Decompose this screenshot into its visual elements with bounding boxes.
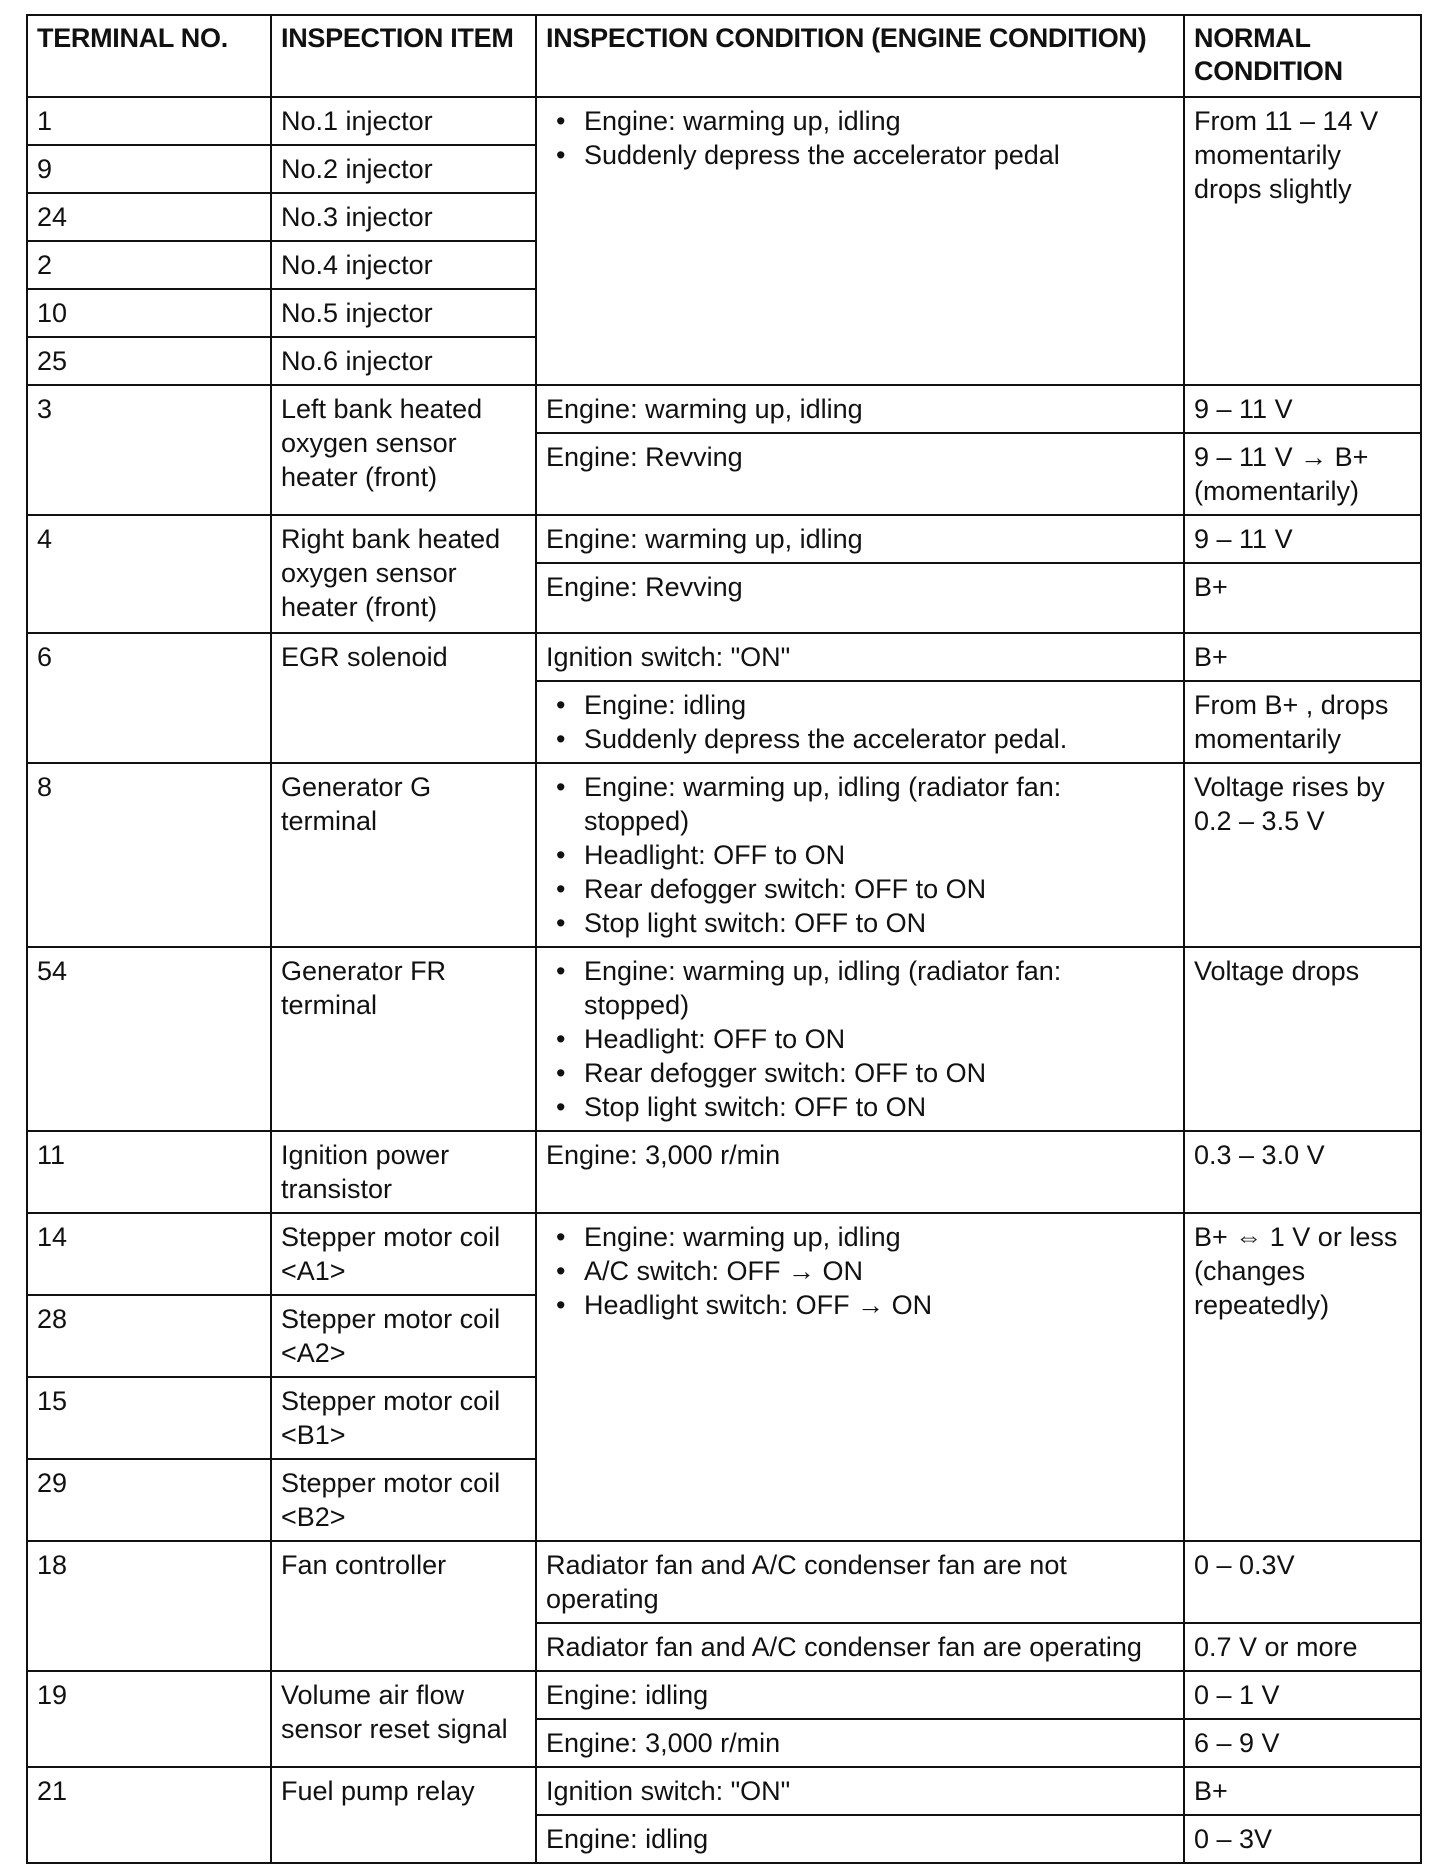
item-cell: No.3 injector (271, 193, 536, 241)
list-item: • Rear defogger switch: OFF to ON (546, 872, 1173, 906)
inspection-table-wrapper (26, 14, 1420, 1864)
normal-cell: 9 – 11 V (1184, 515, 1421, 563)
header-inspection-condition: INSPECTION CONDITION (ENGINE CONDITION) (536, 15, 1184, 97)
condition-cell: Engine: 3,000 r/min (536, 1131, 1184, 1213)
header-terminal-no: TERMINAL NO. (27, 15, 271, 97)
terminal-cell: 11 (27, 1131, 271, 1213)
header-normal-condition: NORMAL CONDITION (1184, 15, 1421, 97)
condition-cell (536, 947, 1184, 1131)
list-item: • Suddenly depress the accelerator pedal (546, 138, 1173, 172)
item-cell: Right bank heated oxygen sensor heater (front) (271, 515, 536, 633)
list-item: • Engine: idling (546, 688, 1173, 722)
table-row (27, 1671, 1421, 1719)
normal-cell: Voltage drops (1184, 947, 1421, 1131)
terminal-cell: 18 (27, 1541, 271, 1671)
condition-cell: Radiator fan and A/C condenser fan are not operating (536, 1541, 1184, 1623)
table-row (27, 633, 1421, 681)
table-row (27, 1541, 1421, 1623)
normal-cell: Voltage rises by 0.2 – 3.5 V (1184, 763, 1421, 947)
terminal-cell: 54 (27, 947, 271, 1131)
item-cell: No.2 injector (271, 145, 536, 193)
condition-list (546, 1220, 1173, 1322)
condition-cell: Engine: warming up, idling (536, 385, 1184, 433)
table-row (27, 97, 1421, 145)
table-row (27, 1213, 1421, 1295)
terminal-cell: 25 (27, 337, 271, 385)
normal-cell: From 11 – 14 V momentarily drops slightly (1184, 97, 1421, 385)
item-cell: EGR solenoid (271, 633, 536, 763)
item-cell: Stepper motor coil <A2> (271, 1295, 536, 1377)
terminal-inspection-table (26, 14, 1422, 1864)
table-row (27, 947, 1421, 1131)
list-item: • Headlight: OFF to ON (546, 838, 1173, 872)
condition-list (546, 104, 1173, 172)
table-row (27, 763, 1421, 947)
normal-cell: B+ (1184, 633, 1421, 681)
normal-cell: 0 – 1 V (1184, 1671, 1421, 1719)
condition-cell: Radiator fan and A/C condenser fan are operating (536, 1623, 1184, 1671)
condition-cell: Engine: Revving (536, 433, 1184, 515)
normal-cell: B+ ⇔ 1 V or less (changes repeatedly) (1184, 1213, 1421, 1541)
list-item: • Engine: warming up, idling (546, 1220, 1173, 1254)
condition-cell: Engine: idling (536, 1671, 1184, 1719)
item-cell: Left bank heated oxygen sensor heater (front) (271, 385, 536, 515)
terminal-cell: 1 (27, 97, 271, 145)
terminal-cell: 15 (27, 1377, 271, 1459)
header-inspection-item: INSPECTION ITEM (271, 15, 536, 97)
condition-list (546, 954, 1173, 1124)
normal-cell: From B+ , drops momentarily (1184, 681, 1421, 763)
condition-cell: Ignition switch: "ON" (536, 633, 1184, 681)
list-item: • Rear defogger switch: OFF to ON (546, 1056, 1173, 1090)
item-cell: Generator FR terminal (271, 947, 536, 1131)
item-cell: Stepper motor coil <B2> (271, 1459, 536, 1541)
terminal-cell: 8 (27, 763, 271, 947)
condition-cell: Engine: Revving (536, 563, 1184, 633)
table-row (27, 1131, 1421, 1213)
list-item: • Stop light switch: OFF to ON (546, 1090, 1173, 1124)
item-cell: No.5 injector (271, 289, 536, 337)
terminal-cell: 10 (27, 289, 271, 337)
condition-cell: Engine: idling (536, 1815, 1184, 1863)
item-cell: Fan controller (271, 1541, 536, 1671)
table-row (27, 515, 1421, 563)
table-row (27, 1767, 1421, 1815)
normal-cell: 0.7 V or more (1184, 1623, 1421, 1671)
item-cell: Ignition power transistor (271, 1131, 536, 1213)
item-cell: Generator G terminal (271, 763, 536, 947)
condition-cell (536, 97, 1184, 385)
normal-cell: 0 – 0.3V (1184, 1541, 1421, 1623)
normal-cell: 9 – 11 V → B+ (momentarily) (1184, 433, 1421, 515)
terminal-cell: 9 (27, 145, 271, 193)
list-item: • Engine: warming up, idling (radiator fan: stopped) (546, 954, 1173, 1022)
list-item: • Headlight: OFF to ON (546, 1022, 1173, 1056)
item-cell: Stepper motor coil <B1> (271, 1377, 536, 1459)
list-item: • A/C switch: OFF → ON (546, 1254, 1173, 1288)
condition-list (546, 688, 1173, 756)
item-cell: No.6 injector (271, 337, 536, 385)
header-row (27, 15, 1421, 97)
condition-cell: Engine: warming up, idling (536, 515, 1184, 563)
condition-cell: Ignition switch: "ON" (536, 1767, 1184, 1815)
table-row (27, 385, 1421, 433)
normal-cell: 6 – 9 V (1184, 1719, 1421, 1767)
terminal-cell: 14 (27, 1213, 271, 1295)
condition-cell (536, 763, 1184, 947)
normal-cell: 0.3 – 3.0 V (1184, 1131, 1421, 1213)
condition-cell (536, 681, 1184, 763)
item-cell: No.4 injector (271, 241, 536, 289)
terminal-cell: 28 (27, 1295, 271, 1377)
normal-cell: 0 – 3V (1184, 1815, 1421, 1863)
item-cell: No.1 injector (271, 97, 536, 145)
item-cell: Volume air flow sensor reset signal (271, 1671, 536, 1767)
terminal-cell: 4 (27, 515, 271, 633)
list-item: • Stop light switch: OFF to ON (546, 906, 1173, 940)
terminal-cell: 2 (27, 241, 271, 289)
normal-cell: B+ (1184, 1767, 1421, 1815)
condition-list (546, 770, 1173, 940)
list-item: • Suddenly depress the accelerator pedal. (546, 722, 1173, 756)
terminal-cell: 21 (27, 1767, 271, 1863)
list-item: • Headlight switch: OFF → ON (546, 1288, 1173, 1322)
item-cell: Stepper motor coil <A1> (271, 1213, 536, 1295)
list-item: • Engine: warming up, idling (546, 104, 1173, 138)
normal-cell: 9 – 11 V (1184, 385, 1421, 433)
list-item: • Engine: warming up, idling (radiator fan: stopped) (546, 770, 1173, 838)
item-cell: Fuel pump relay (271, 1767, 536, 1863)
terminal-cell: 24 (27, 193, 271, 241)
condition-cell: Engine: 3,000 r/min (536, 1719, 1184, 1767)
condition-cell (536, 1213, 1184, 1541)
terminal-cell: 19 (27, 1671, 271, 1767)
terminal-cell: 29 (27, 1459, 271, 1541)
normal-cell: B+ (1184, 563, 1421, 633)
terminal-cell: 6 (27, 633, 271, 763)
terminal-cell: 3 (27, 385, 271, 515)
